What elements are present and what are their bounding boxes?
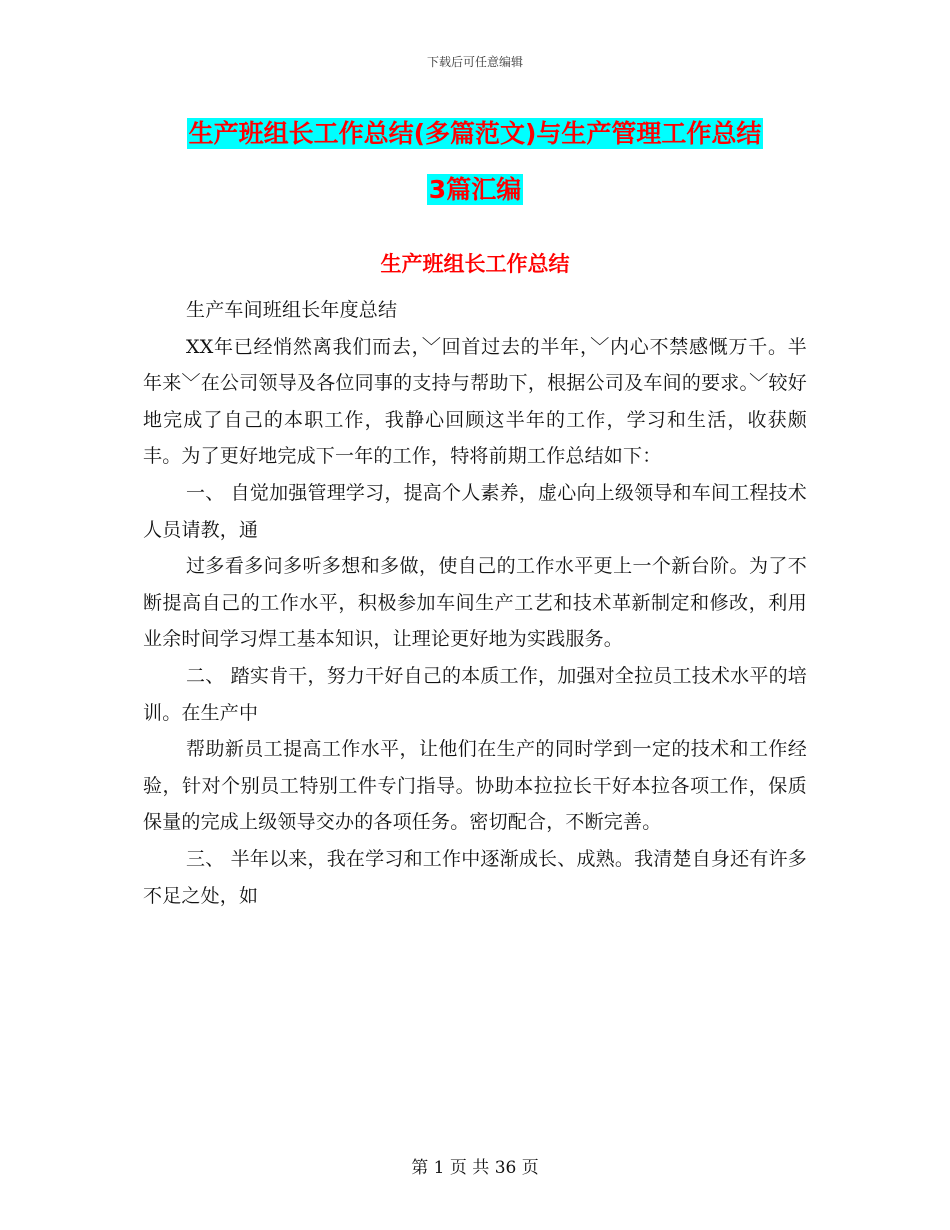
paragraph: 三、 半年以来，我在学习和工作中逐渐成长、成熟。我清楚自身还有许多不足之处，如	[143, 847, 807, 907]
header-note: 下载后可任意编辑	[426, 55, 523, 69]
page-footer: 第 1 页 共 36 页	[411, 1158, 539, 1178]
paragraph: 一、 自觉加强管理学习，提高个人素养，虚心向上级领导和车间工程技术人员请教，通	[143, 481, 807, 541]
paragraph: 生产车间班组长年度总结	[186, 299, 398, 321]
paragraph: 过多看多问多听多想和多做，使自己的工作水平更上一个新台阶。为了不断提高自己的工作水平，积极参加车间生产工艺和技术革新制定和修改，利用业余时间学习焊工基本知识，让理论更好地为实践服务。	[143, 555, 807, 651]
section-title: 生产班组长工作总结	[380, 252, 570, 276]
paragraph: XX年已经悄然离我们而去，﹀回首过去的半年，﹀内心不禁感慨万千。半年来﹀在公司领导及各位同事的支持与帮助下，根据公司及车间的要求。﹀较好地完成了自己的本职工作，我静心回顾这半年的工作，学习和生活，收获颇丰。为了更好地完成下一年的工作，特将前期工作总结如下：	[143, 335, 807, 468]
paragraph: 二、 踏实肯干，努力干好自己的本质工作，加强对全拉员工技术水平的培训。在生产中	[143, 664, 807, 724]
document-title-line2: 3篇汇编	[428, 175, 522, 204]
body-text	[143, 292, 807, 914]
document-title-line1: 生产班组长工作总结(多篇范文)与生产管理工作总结	[188, 119, 762, 148]
paragraph: 帮助新员工提高工作水平，让他们在生产的同时学到一定的技术和工作经验，针对个别员工特别工件专门指导。协助本拉拉长干好本拉各项工作，保质保量的完成上级领导交办的各项任务。密切配合，不断完善。	[143, 738, 807, 834]
document-title	[0, 108, 950, 216]
